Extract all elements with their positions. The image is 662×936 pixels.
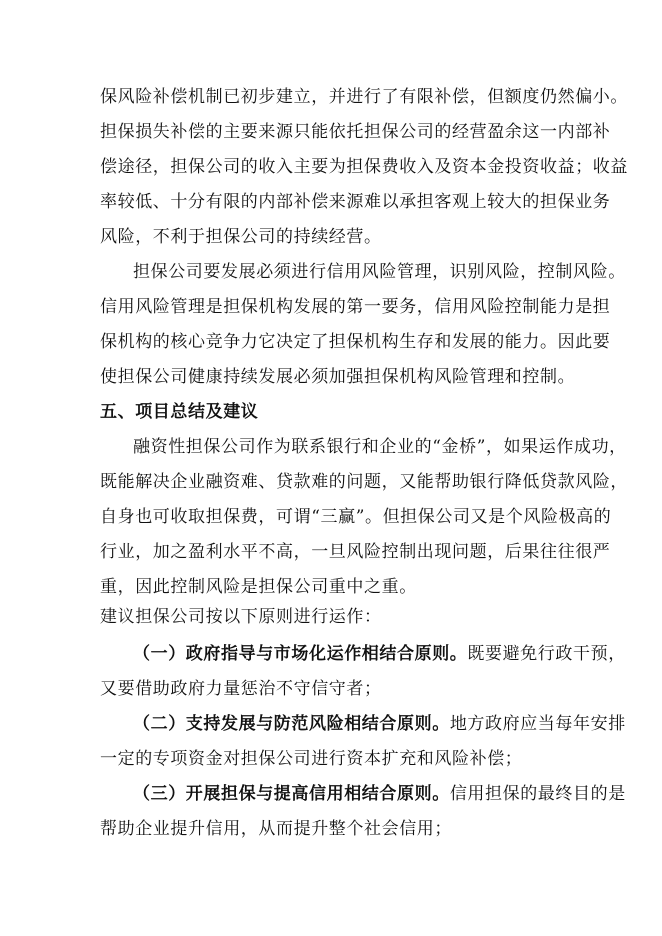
section-heading: 五、项目总结及建议 (100, 402, 259, 422)
principle-1 (133, 642, 626, 666)
principle-title: （一）政府指导与市场化运作相结合原则。 (133, 644, 468, 664)
principle-text: 地方政府应当每年安排 (449, 714, 626, 734)
principle-title: （三）开展担保与提高信用相结合原则。 (133, 784, 450, 804)
body-line: 重，因此控制风险是担保公司重中之重。 (100, 577, 417, 597)
body-line: 偿途径，担保公司的收入主要为担保费收入及资本金投资收益；收益 (100, 157, 628, 177)
principle-continuation: 又要借助政府力量惩治不守信守者； (100, 679, 382, 699)
body-line: 担保损失补偿的主要来源只能依托担保公司的经营盈余这一内部补 (100, 122, 611, 142)
body-line: 风险，不利于担保公司的持续经营。 (100, 227, 382, 247)
body-line: 保机构的核心竞争力它决定了担保机构生存和发展的能力。因此要 (100, 332, 611, 352)
principle-3 (133, 782, 626, 806)
body-line: 使担保公司健康持续发展必须加强担保机构风险管理和控制。 (100, 367, 576, 387)
body-line: 既能解决企业融资难、贷款难的问题，又能帮助银行降低贷款风险， (100, 472, 628, 492)
principle-text: 既要避免行政干预， (467, 644, 626, 664)
principle-continuation: 帮助企业提升信用，从而提升整个社会信用； (100, 819, 452, 839)
intro-line: 建议担保公司按以下原则进行运作： (100, 607, 382, 627)
body-line: 行业，加之盈利水平不高，一旦风险控制出现问题，后果往往很严 (100, 542, 611, 562)
principle-continuation: 一定的专项资金对担保公司进行资本扩充和风险补偿； (100, 749, 523, 769)
principle-title: （二）支持发展与防范风险相结合原则。 (133, 714, 450, 734)
body-line: 信用风险管理是担保机构发展的第一要务，信用风险控制能力是担 (100, 297, 611, 317)
body-line: 保风险补偿机制已初步建立，并进行了有限补偿，但额度仍然偏小。 (100, 87, 628, 107)
body-line: 自身也可收取担保费，可谓“三赢”。但担保公司又是个风险极高的 (100, 507, 612, 527)
principle-2 (133, 712, 626, 736)
principle-text: 信用担保的最终目的是 (449, 784, 626, 804)
body-line: 担保公司要发展必须进行信用风险管理，识别风险，控制风险。 (133, 262, 626, 282)
body-line: 融资性担保公司作为联系银行和企业的“金桥”，如果运作成功， (133, 437, 627, 457)
body-line: 率较低、十分有限的内部补偿来源难以承担客观上较大的担保业务 (100, 192, 611, 212)
